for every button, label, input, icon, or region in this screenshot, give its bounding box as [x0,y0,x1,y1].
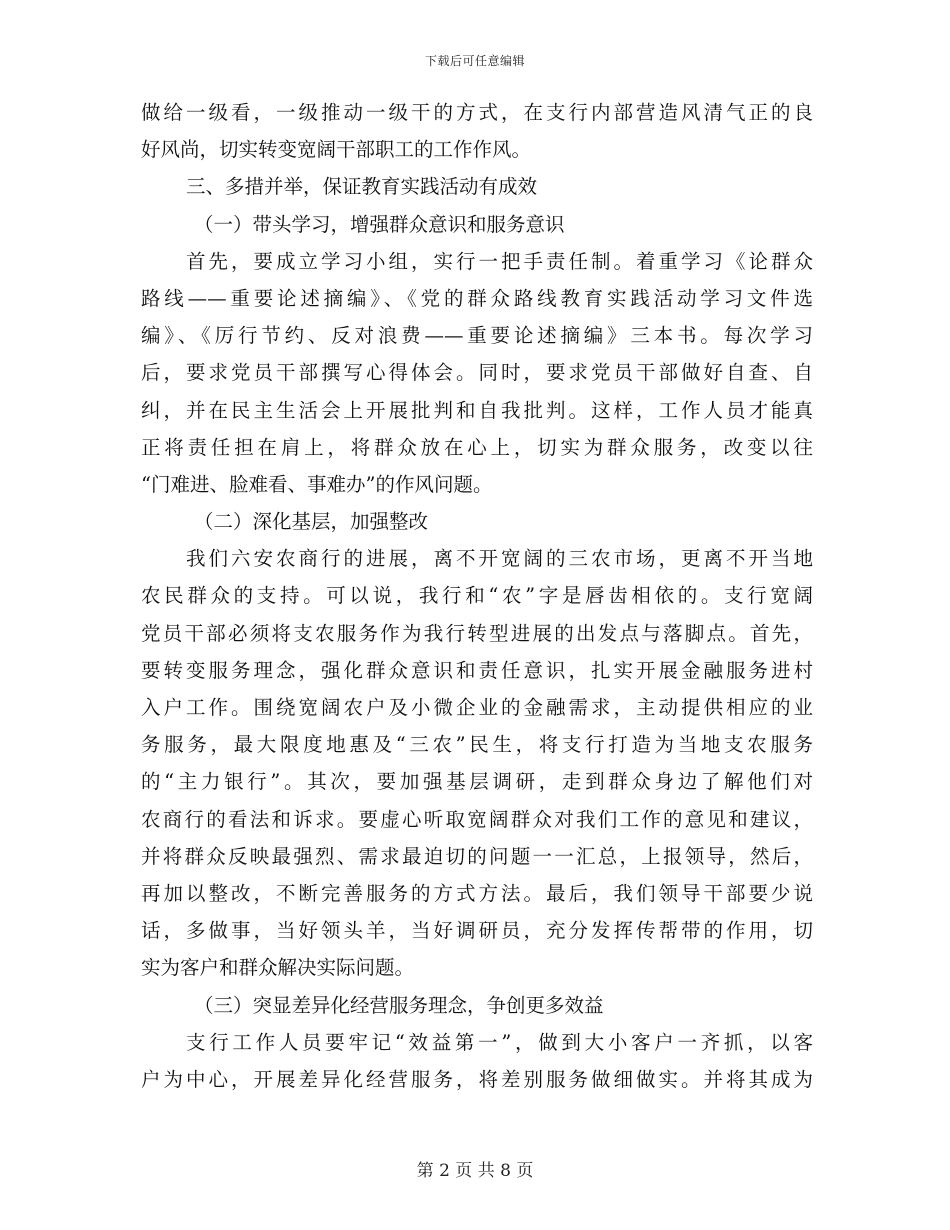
text-line: 党员干部必须将支农服务作为我行转型进展的出发点与落脚点。首先， [141,621,813,645]
text-line: 入户工作。围绕宽阔农户及小微企业的金融需求，主动提供相应的业 [141,696,813,719]
text-line: 我们六安农商行的进展，离不开宽阔的三农市场，更离不开当地 [186,547,813,571]
text-line: 路线——重要论述摘编》、《党的群众路线教育实践活动学习文件选 [141,286,813,310]
text-line: 并将群众反映最强烈、需求最迫切的问题一一汇总，上报领导，然后， [141,844,813,868]
subsection-heading: （三）突显差异化经营服务理念，争创更多效益 [194,993,604,1017]
text-line: 务服务，最大限度地惠及“三农”民生，将支行打造为当地支农服务 [141,733,813,757]
page-footer: 第 2 页 共 8 页 [416,1161,534,1181]
text-line: 实为客户和群众解决实际问题。 [141,956,415,980]
text-line: 正将责任担在肩上，将群众放在心上，切实为群众服务，改变以往 [141,435,813,459]
text-line: 户为中心，开展差异化经营服务，将差别服务做细做实。并将其成为 [141,1067,813,1091]
text-line: 话，多做事，当好领头羊，当好调研员，充分发挥传帮带的作用，切 [141,919,813,943]
subsection-heading: （一）带头学习，增强群众意识和服务意识 [194,212,565,236]
text-line: 后，要求党员干部撰写心得体会。同时，要求党员干部做好自查、自 [141,361,813,385]
section-heading: 三、多措并举，保证教育实践活动有成效 [186,175,538,199]
text-line: 好风尚，切实转变宽阔干部职工的工作作风。 [141,138,532,162]
text-line: 支行工作人员要牢记“效益第一”，做到大小客户一齐抓，以客 [186,1030,813,1054]
text-line: 再加以整改，不断完善服务的方式方法。最后，我们领导干部要少说 [141,881,813,905]
text-line: 农商行的看法和诉求。要虚心听取宽阔群众对我们工作的意见和建议， [141,807,813,831]
subsection-heading: （二）深化基层，加强整改 [194,510,429,534]
text-line: 首先，要成立学习小组，实行一把手责任制。着重学习《论群众 [186,249,813,273]
text-line: 编》、《厉行节约、反对浪费——重要论述摘编》三本书。每次学习 [141,324,813,348]
document-body [141,94,813,1098]
text-line: 要转变服务理念，强化群众意识和责任意识，扎实开展金融服务进村 [141,658,813,682]
text-line: 纠，并在民主生活会上开展批判和自我批判。这样，工作人员才能真 [141,398,813,422]
text-line: 做给一级看，一级推动一级干的方式，在支行内部营造风清气正的良 [141,101,813,124]
page-header: 下载后可任意编辑 [424,54,525,68]
text-line: 农民群众的支持。可以说，我行和“农”字是唇齿相依的。支行宽阔 [141,584,813,608]
text-line: 的“主力银行”。其次，要加强基层调研，走到群众身边了解他们对 [141,770,813,794]
text-line: “门难进、脸难看、事难办”的作风问题。 [141,472,493,496]
